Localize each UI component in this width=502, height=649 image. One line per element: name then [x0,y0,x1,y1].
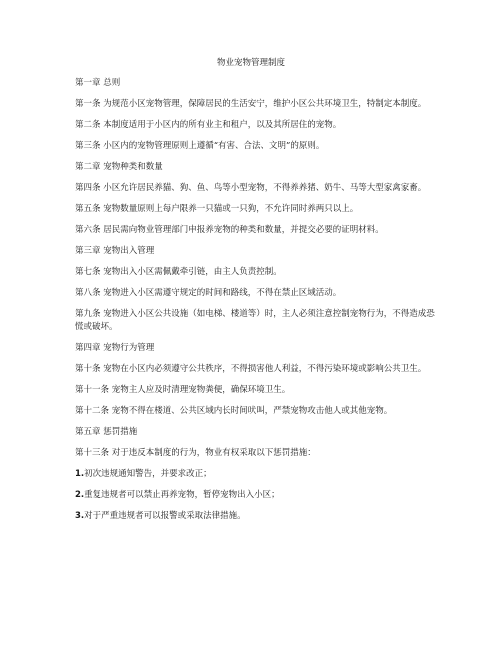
article-paragraph: 第三条 小区内的宠物管理原则上遵循“有害、合法、文明”的原则。 [75,141,325,151]
penalty-measure [75,510,435,523]
article-paragraph: 第十一条 宠物主人应及时清理宠物粪便，确保环境卫生。 [75,384,291,395]
measure-text: 重复违规者可以禁止再养宠物，暂停宠物出入小区； [84,489,280,500]
chapter-heading: 第五章 惩罚措施 [75,426,138,437]
article-paragraph: 第八条 宠物进入小区需遵守规定的时间和路线，不得在禁止区域活动。 [75,288,342,298]
chapter-heading: 第四章 宠物行为管理 [75,342,155,353]
article-paragraph: 第九条 宠物进入小区公共设施（如电梯、楼道等）时，主人必须注意控制宠物行为，不得造成恐慌或破坏。 [75,309,435,332]
article-paragraph: 第二条 本制度适用于小区内的所有业主和租户，以及其所居住的宠物。 [75,120,342,130]
document-title: 物业宠物管理制度 [216,58,285,68]
article-paragraph: 第一条 为规范小区宠物管理，保障居民的生活安宁，维护小区公共环境卫生，特制定本制度。 [75,99,427,109]
measure-number: 3. [75,510,85,521]
article-paragraph: 第六条 居民需向物业管理部门申报养宠物的种类和数量，并提交必要的证明材料。 [75,225,384,235]
measure-number: 1. [75,468,85,479]
penalty-measure [75,489,435,502]
chapter-heading: 第一章 总则 [75,78,121,88]
measure-text: 初次违规通知警告，并要求改正； [84,468,212,479]
penalty-measure [75,468,435,481]
measure-text: 对于严重违规者可以报警或采取法律措施。 [84,510,246,521]
article-paragraph: 第十二条 宠物不得在楼道、公共区域内长时间吠叫，严禁宠物攻击他人或其他宠物。 [75,405,393,416]
article-paragraph: 第十三条 对于违反本制度的行为，物业有权采取以下惩罚措施： [75,447,316,458]
article-paragraph: 第五条 宠物数量原则上每户限养一只猫或一只狗，不允许同时养两只以上。 [75,204,359,214]
chapter-heading: 第三章 宠物出入管理 [75,246,155,256]
document-body [75,77,435,531]
article-paragraph: 第七条 宠物出入小区需佩戴牵引链，由主人负责控制。 [75,267,282,277]
article-paragraph: 第十条 宠物在小区内必须遵守公共秩序，不得损害他人利益，不得污染环境或影响公共卫生。 [75,363,427,374]
chapter-heading: 第二章 宠物种类和数量 [75,162,163,172]
measure-number: 2. [75,489,85,500]
article-paragraph: 第四条 小区允许居民养猫、狗、鱼、鸟等小型宠物，不得养养猪、奶牛、马等大型家禽家畜。 [75,183,427,193]
